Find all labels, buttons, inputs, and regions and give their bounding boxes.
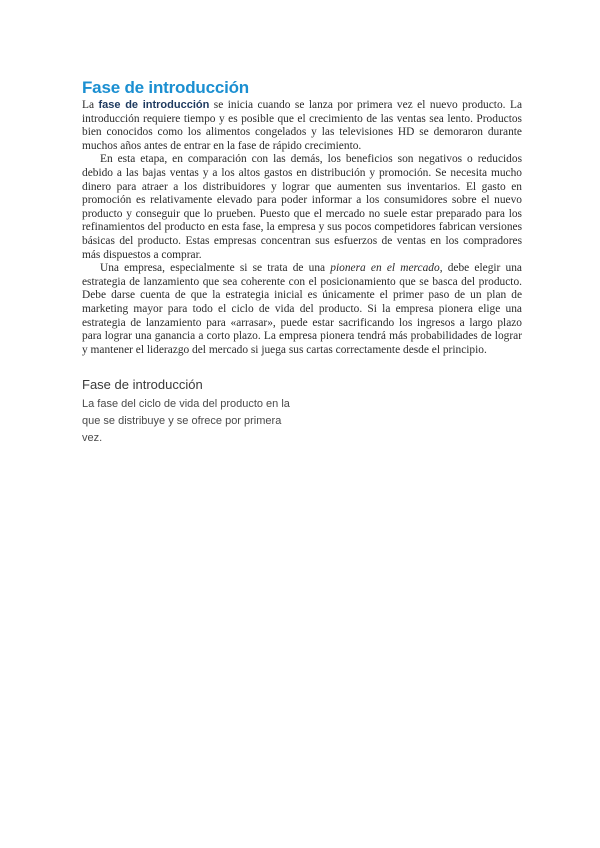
paragraph-3 — [82, 262, 522, 357]
paragraph-2: En esta etapa, en comparación con las demás, los beneficios son negativos o reducidos debido a las bajas ventas y a los altos gastos en distribución y promoción. Se necesita mucho dinero para atraer a los distribuidores y lograr que aumenten sus inventarios. El gasto en promoción es relativamente elevado para poder informar a los consumidores sobre el nuevo producto y conseguir que lo prueben. Puesto que el mercado no suele estar preparado para los refinamientos del producto en esta fase, la empresa y sus pocos competidores fabrican versiones básicas del producto. Estas empresas concentran sus esfuerzos de ventas en los compradores más dispuestos a comprar. — [82, 153, 522, 261]
paragraph-3-text: , debe elegir una estrategia de lanzamiento que sea coherente con el posicionamiento que se basca del producto. Debe darse cuenta de que la estrategia inicial es únicamente el primer paso de un plan de marketing mayor para todo el ciclo de vida del producto. Si la empresa pionera elige una estrategia de lanzamiento para «arrasar», puede estar sacrificando los ingresos a largo plazo para lograr una ganancia a corto plazo. La empresa pionera tendrá más probabilidades de lograr y mantener el liderazgo del mercado si juega sus cartas correctamente desde el principio. — [82, 262, 522, 356]
section-heading: Fase de introducción — [82, 78, 249, 97]
paragraph-1-prefix: La — [82, 99, 99, 111]
paragraph-1 — [82, 99, 522, 153]
key-term: fase de introducción — [98, 99, 210, 111]
paragraph-1-text: se inicia cuando se lanza por primera vez el nuevo producto. La introducción requiere tiempo y es posible que el crecimiento de las ventas sea lento. Productos bien conocidos como los alimentos congelados y las televisiones HD se demoraron durante muchos años antes de entrar en la fase de rápido crecimiento. — [82, 99, 523, 152]
glossary-box — [82, 376, 302, 447]
italic-phrase: pionera en el mercado — [330, 262, 440, 275]
glossary-term: Fase de introducción — [82, 377, 203, 392]
body-text — [82, 99, 522, 357]
paragraph-3-prefix: Una empresa, especialmente si se trata de una — [100, 262, 331, 275]
glossary-definition: La fase del ciclo de vida del producto en la que se distribuye y se ofrece por primera vez. — [82, 398, 290, 444]
